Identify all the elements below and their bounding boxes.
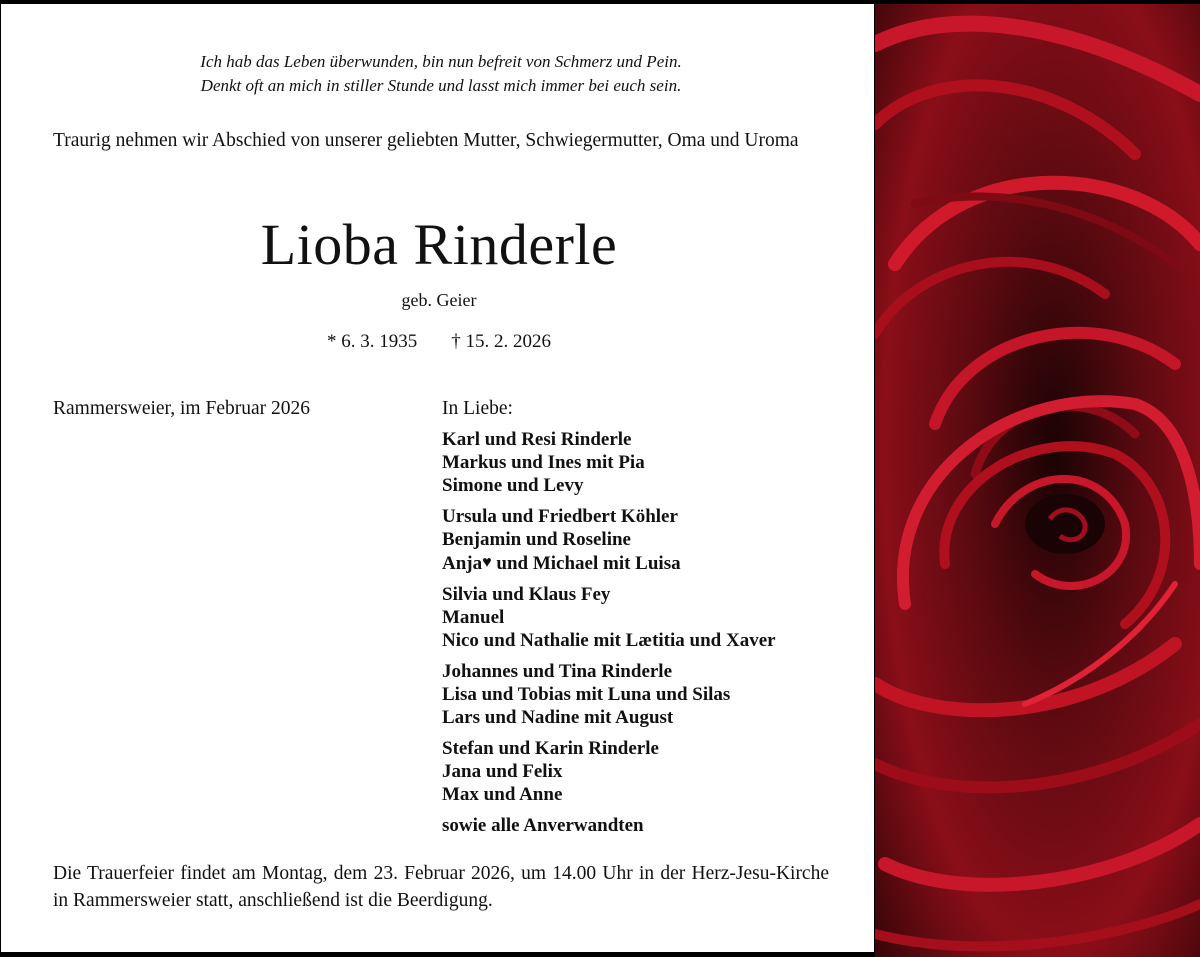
mourner-group (442, 505, 862, 575)
mourner-line: Simone und Levy (442, 475, 584, 496)
mourner-line: Lars und Nadine mit August (442, 707, 674, 728)
mourner-name: Anja (442, 553, 483, 574)
mourner-line (442, 551, 862, 575)
death-date: † 15. 2. 2026 (451, 331, 551, 352)
place-date: Rammersweier, im Februar 2026 (53, 398, 310, 419)
mourner-group (442, 737, 862, 806)
obituary-text-panel (1, 4, 874, 952)
motto-line: Ich hab das Leben überwunden, bin nun befreit von Schmerz und Pein. (200, 52, 682, 71)
mourner-name: und Michael mit Luisa (491, 553, 681, 574)
intro-text: Traurig nehmen wir Abschied von unserer geliebten Mutter, Schwiegermutter, Oma und Uroma (53, 130, 799, 151)
motto-verse (61, 50, 821, 98)
mourner-line: Lisa und Tobias mit Luna und Silas (442, 684, 731, 705)
life-dates (1, 329, 877, 355)
mourner-group (442, 814, 862, 837)
birth-date: * 6. 3. 1935 (327, 331, 418, 352)
mourner-line: Stefan und Karin Rinderle (442, 738, 659, 759)
in-love-label: In Liebe: (442, 398, 513, 419)
mourner-line: Karl und Resi Rinderle (442, 429, 632, 450)
mourner-line: Manuel (442, 607, 505, 628)
rose-image (875, 4, 1200, 957)
mourner-line: Nico und Nathalie mit Lætitia und Xaver (442, 630, 776, 651)
other-relatives: sowie alle Anverwandten (442, 815, 644, 836)
heart-icon: ♥ (482, 554, 492, 571)
red-rose-photo-icon (875, 4, 1200, 957)
mourner-line: Johannes und Tina Rinderle (442, 661, 673, 682)
deceased-name: Lioba Rinderle (260, 212, 618, 277)
mourner-line: Jana und Felix (442, 761, 563, 782)
mourner-group (442, 428, 862, 497)
funeral-notice: Die Trauerfeier findet am Montag, dem 23. Februar 2026, um 14.00 Uhr in der Herz-Jesu-Kirche in Rammersweier statt, anschließend ist die Beerdigung. (53, 863, 829, 911)
birth-name: geb. Geier (401, 290, 477, 310)
mourner-group (442, 660, 862, 729)
mourner-line: Ursula und Friedbert Köhler (442, 506, 678, 527)
motto-line: Denkt oft an mich in stiller Stunde und lasst mich immer bei euch sein. (200, 76, 682, 95)
mourner-line: Benjamin und Roseline (442, 529, 631, 550)
mourner-group (442, 583, 862, 652)
mourners-list (442, 428, 862, 845)
mourner-line: Markus und Ines mit Pia (442, 452, 645, 473)
mourner-line: Max und Anne (442, 784, 563, 805)
mourner-line: Silvia und Klaus Fey (442, 584, 611, 605)
